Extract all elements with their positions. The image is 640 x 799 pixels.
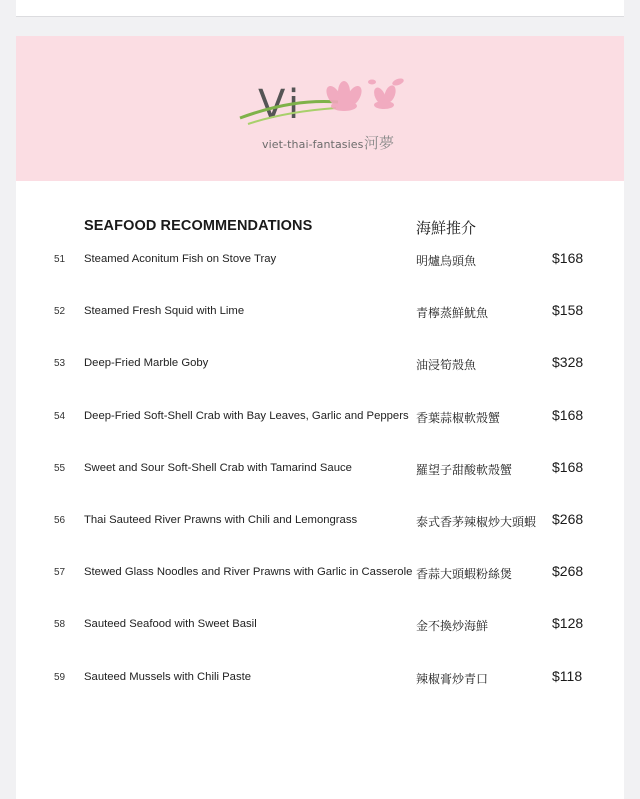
menu-item-price: $168 xyxy=(552,406,584,423)
menu-item-row xyxy=(16,616,624,638)
menu-item-row xyxy=(16,669,624,691)
menu-item-number: 55 xyxy=(54,462,66,474)
menu-item-row xyxy=(16,564,624,586)
menu-item-row xyxy=(16,408,624,430)
logo-chinese-wordmark: 河夢 xyxy=(364,134,395,152)
menu-item-number: 56 xyxy=(54,515,66,526)
menu-page xyxy=(16,36,624,799)
logo-wordmark: viet-thai-fantasies xyxy=(262,138,364,151)
menu-item-name-english: Steamed Aconitum Fish on Stove Tray xyxy=(84,253,277,265)
menu-item-number: 53 xyxy=(54,358,66,370)
section-title-chinese: 海鮮推介 xyxy=(416,219,477,237)
menu-item-name-english: Deep-Fried Marble Goby xyxy=(84,357,209,370)
svg-text:V: V xyxy=(258,82,286,128)
menu-item-row xyxy=(16,251,624,273)
menu-item-name-english: Thai Sauteed River Prawns with Chili and Lemongrass xyxy=(84,514,358,526)
menu-item-price: $158 xyxy=(552,302,584,319)
menu-item-name-chinese: 香蒜大頭蝦粉絲煲 xyxy=(416,567,513,582)
menu-item-number: 51 xyxy=(54,254,66,265)
menu-item-price: $118 xyxy=(552,667,583,684)
menu-item-name-english: Steamed Fresh Squid with Lime xyxy=(84,305,245,318)
menu-item-name-chinese: 油浸筍殼魚 xyxy=(416,358,477,373)
menu-item-number: 57 xyxy=(54,567,66,579)
menu-item-price: $168 xyxy=(552,458,584,475)
menu-item-row xyxy=(16,460,624,482)
menu-item-name-english: Sauteed Seafood with Sweet Basil xyxy=(84,618,257,631)
menu-item-name-english: Sauteed Mussels with Chili Paste xyxy=(84,670,252,683)
section-title-english: SEAFOOD RECOMMENDATIONS xyxy=(84,218,313,234)
logo-mark-icon xyxy=(238,74,408,134)
menu-item-name-english: Stewed Glass Noodles and River Prawns with Garlic in Casserole xyxy=(84,566,413,579)
menu-item-price: $268 xyxy=(552,563,584,580)
menu-item-name-english: Sweet and Sour Soft-Shell Crab with Tamarind Sauce xyxy=(84,461,352,474)
brand-banner xyxy=(16,36,624,181)
menu-item-number: 54 xyxy=(54,410,66,422)
menu-item-name-chinese: 辣椒膏炒青口 xyxy=(416,671,489,686)
menu-item-number: 58 xyxy=(54,619,66,631)
menu-item-name-chinese: 羅望子甜酸軟殼蟹 xyxy=(416,462,513,477)
previous-page-edge xyxy=(16,0,624,17)
menu-item-name-chinese: 明爐烏頭魚 xyxy=(416,254,477,268)
svg-text:i: i xyxy=(288,82,300,128)
menu-item-price: $268 xyxy=(552,511,584,527)
restaurant-logo xyxy=(238,74,408,158)
menu-item-row xyxy=(16,512,624,534)
menu-item-row xyxy=(16,355,624,377)
menu-item-name-english: Deep-Fried Soft-Shell Crab with Bay Leaves, Garlic and Peppers xyxy=(84,409,409,422)
menu-item-name-chinese: 青檸蒸鮮魷魚 xyxy=(416,306,489,321)
menu-item-name-chinese: 泰式香茅辣椒炒大頭蝦 xyxy=(416,515,537,529)
menu-item-number: 59 xyxy=(54,671,66,683)
menu-item-name-chinese: 金不換炒海鮮 xyxy=(416,619,489,634)
menu-item-price: $168 xyxy=(552,250,584,266)
menu-item-row xyxy=(16,303,624,325)
menu-item-price: $128 xyxy=(552,615,584,632)
menu-item-price: $328 xyxy=(552,354,584,371)
menu-item-name-chinese: 香葉蒜椒軟殼蟹 xyxy=(416,410,501,425)
menu-item-number: 52 xyxy=(54,306,66,318)
